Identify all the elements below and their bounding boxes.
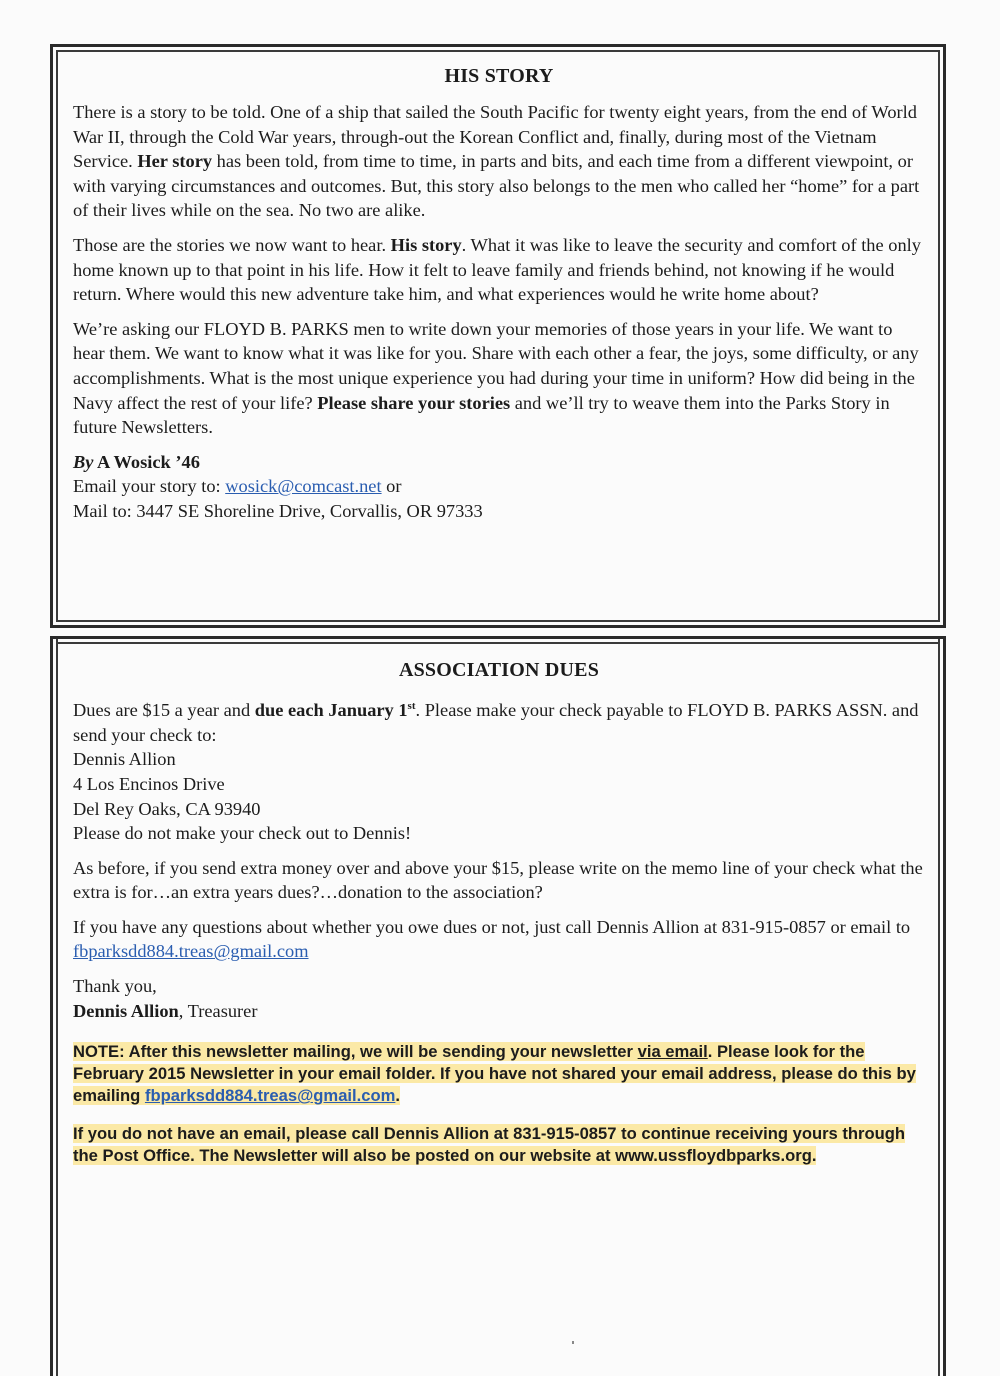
address-line-2: 4 Los Encinos Drive bbox=[73, 773, 225, 794]
scan-speck bbox=[572, 1341, 574, 1344]
dues-paragraph-3: If you have any questions about whether you owe dues or not, just call Dennis Allion at 831-915-0857 or email to fbparksdd884.treas@gmail.com bbox=[73, 916, 911, 962]
dues-content bbox=[73, 659, 925, 1183]
byline: By A Wosick ’46 bbox=[73, 451, 200, 472]
his-story-paragraph-1: There is a story to be told. One of a ship that sailed the South Pacific for twenty eight years, from the end of World War II, through the Cold War years, through-out the Korean Conflict and, finally, during most of the Vietnam Service. Her story has been told, from time to time, in parts and bits, and each time from a different viewpoint, or with varying circumstances and outcomes. But, this story also belongs to the men who called her “home” for a part of their lives while on the sea. No two are alike. bbox=[73, 102, 920, 221]
address-line-1: Dennis Allion bbox=[73, 749, 176, 770]
address-warning: Please do not make your check out to Dennis! bbox=[73, 823, 412, 844]
his-story-paragraph-3: We’re asking our FLOYD B. PARKS men to write down your memories of those years in your life. We want to hear them. We want to know what it was like for you. Share with each other a fear, the joys, some difficulty, or any accomplishments. What is the most unique experience you had during your time in uniform? How did being in the Navy affect the rest of your life? Please share your stories and we’ll try to weave them into the Parks Story in future Newsletters. bbox=[73, 318, 919, 438]
his-story-box bbox=[50, 44, 946, 628]
dues-paragraph-1: Dues are $15 a year and due each January 1st. Please make your check payable to FLOYD B. PARKS ASSN. and send your check to: Dennis Allion 4 Los Encinos Drive Del Rey Oaks, CA 93940 Please do not make your check out to Dennis! bbox=[73, 700, 919, 844]
address-line-3: Del Rey Oaks, CA 93940 bbox=[73, 798, 261, 819]
his-story-title: HIS STORY bbox=[444, 65, 554, 87]
treasurer-email-link[interactable]: fbparksdd884.treas@gmail.com bbox=[73, 941, 309, 962]
his-story-contact: By A Wosick ’46 Email your story to: wosick@comcast.net or Mail to: 3447 SE Shoreline Drive, Corvallis, OR 97333 bbox=[73, 451, 483, 521]
note-email-link[interactable]: fbparksdd884.treas@gmail.com bbox=[144, 1086, 396, 1106]
dues-signature: Thank you, Dennis Allion, Treasurer bbox=[73, 976, 258, 1021]
wosick-email-link[interactable]: wosick@comcast.net bbox=[225, 476, 382, 497]
his-story-paragraph-2: Those are the stories we now want to hear. His story. What it was like to leave the security and comfort of the only home known up to that point in his life. How it felt to leave family and friends behind, not knowing if he would return. Where would this new adventure take him, and what experiences would he write home about? bbox=[73, 234, 921, 305]
email-newsletter-note: NOTE: After this newsletter mailing, we will be sending your newsletter via email. Please look for the February 2015 Newsletter in your email folder. If you have not shared your email address, please do this by emailing fbparksdd884.treas@gmail.com. bbox=[73, 1042, 916, 1106]
dues-title: ASSOCIATION DUES bbox=[398, 659, 600, 681]
association-dues-box bbox=[50, 636, 946, 1376]
mail-address: Mail to: 3447 SE Shoreline Drive, Corvallis, OR 97333 bbox=[73, 500, 483, 521]
post-office-note: If you do not have an email, please call Dennis Allion at 831-915-0857 to continue receiving yours through the Post Office. The Newsletter will also be posted on our website at www.ussfloydbparks.org. bbox=[73, 1124, 906, 1166]
his-story-content bbox=[73, 65, 925, 524]
dues-paragraph-2: As before, if you send extra money over and above your $15, please write on the memo line of your check what the extra is for…an extra years dues?…donation to the association? bbox=[73, 857, 923, 903]
